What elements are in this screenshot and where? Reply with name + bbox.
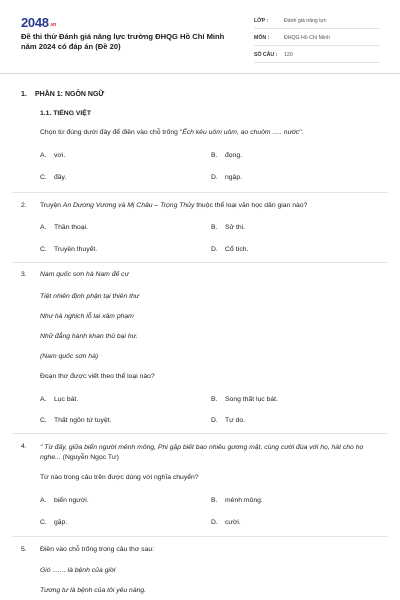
option-text: vơi. bbox=[54, 152, 66, 159]
option-text: gặp. bbox=[54, 519, 68, 526]
document-title: Đề thi thử Đánh giá năng lực trường ĐHQG Hồ Chí Minh năm 2024 có đáp án (Đề 20) bbox=[21, 32, 225, 52]
question-text-part: ". bbox=[299, 129, 304, 136]
section-title: PHẦN 1: NGÔN NGỮ bbox=[35, 91, 105, 98]
section-number: 1. bbox=[21, 91, 27, 98]
option-key: B. bbox=[211, 497, 218, 504]
option-key: C. bbox=[40, 246, 47, 253]
meta-label: LỚP : bbox=[254, 17, 269, 24]
question-text-part: thuộc thể loại văn học dân gian nào? bbox=[194, 202, 308, 209]
option-key: A. bbox=[40, 224, 47, 231]
question-3-option-a[interactable] bbox=[40, 396, 78, 404]
option-key: B. bbox=[211, 152, 218, 159]
question-5-prompt: Điền vào chỗ trống trong câu thơ sau: bbox=[40, 546, 155, 553]
question-text-italic: Ếch kêu uôm uôm, ao chuôm ..... nước bbox=[182, 129, 300, 136]
divider bbox=[12, 433, 388, 434]
option-key: D. bbox=[211, 174, 218, 181]
poem-source: (Nam quốc sơn hà) bbox=[40, 353, 99, 360]
option-key: C. bbox=[40, 417, 47, 424]
option-text: Tự do. bbox=[225, 417, 246, 424]
poem-line: Như hà nghịch lỗ lai xâm phạm bbox=[40, 313, 134, 320]
question-2-number: 2. bbox=[21, 202, 27, 209]
option-text: Cổ tích. bbox=[225, 246, 249, 253]
poem-line: Tiệt nhiên định phận tại thiên thư bbox=[40, 293, 140, 300]
option-key: A. bbox=[40, 396, 47, 403]
question-2-option-a[interactable] bbox=[40, 224, 88, 232]
question-3-option-b[interactable] bbox=[211, 396, 278, 404]
option-text: mênh mông. bbox=[225, 497, 263, 504]
poem-line: Nam quốc sơn hà Nam đế cư bbox=[40, 271, 129, 278]
question-4-option-c[interactable] bbox=[40, 519, 67, 527]
section-heading bbox=[21, 91, 104, 100]
option-text: cười. bbox=[225, 519, 241, 526]
option-key: D. bbox=[211, 246, 218, 253]
meta-value: 120 bbox=[284, 51, 293, 58]
question-4-option-d[interactable] bbox=[211, 519, 241, 527]
question-1-option-c[interactable] bbox=[40, 174, 66, 182]
meta-value: ĐHQG Hồ Chí Minh bbox=[284, 34, 330, 41]
exam-meta bbox=[254, 14, 380, 65]
question-4-option-b[interactable] bbox=[211, 497, 263, 505]
question-2-option-d[interactable] bbox=[211, 246, 248, 254]
option-text: Thất ngôn tứ tuyệt. bbox=[54, 417, 112, 424]
option-text: ngập. bbox=[225, 174, 243, 181]
option-text: đầy. bbox=[54, 174, 67, 181]
meta-row-count bbox=[254, 48, 380, 63]
page-header bbox=[0, 0, 400, 74]
option-text: Sử thi. bbox=[225, 224, 246, 231]
option-text: Thần thoại. bbox=[54, 224, 89, 231]
question-1-option-a[interactable] bbox=[40, 152, 65, 160]
quote-italic: " Từ đấy, giữa biển người mênh mông, Phi gặp biết bao nhiêu gương mặt, cùng cười đùa với họ, hát cho họ nghe... bbox=[40, 444, 364, 461]
option-key: C. bbox=[40, 174, 47, 181]
option-key: D. bbox=[211, 417, 218, 424]
meta-label: MÔN : bbox=[254, 34, 270, 41]
option-key: B. bbox=[211, 224, 218, 231]
question-5-number: 5. bbox=[21, 546, 27, 553]
question-2-option-c[interactable] bbox=[40, 246, 97, 254]
meta-row-subject bbox=[254, 31, 380, 46]
question-3-option-d[interactable] bbox=[211, 417, 245, 425]
logo-suffix: .vn bbox=[49, 22, 57, 28]
meta-value: Đánh giá năng lực bbox=[284, 17, 327, 24]
question-4-option-a[interactable] bbox=[40, 497, 89, 505]
option-text: Song thất lục bát. bbox=[225, 396, 278, 403]
question-text-part: Chọn từ đúng dưới đây để điền vào chỗ trống " bbox=[40, 129, 183, 136]
question-1-option-b[interactable] bbox=[211, 152, 242, 160]
question-1-text bbox=[40, 129, 382, 137]
divider bbox=[12, 536, 388, 537]
option-text: Truyền thuyết. bbox=[54, 246, 98, 253]
question-4-number: 4. bbox=[21, 443, 27, 450]
question-3-prompt: Đoạn thơ được viết theo thể loại nào? bbox=[40, 373, 155, 380]
poem-line: Tương tư là bệnh của tôi yêu nàng. bbox=[40, 587, 147, 594]
poem-line: Gió ....... là bệnh của giời bbox=[40, 567, 116, 574]
poem-line: Nhữ đẳng hành khan thủ bại hư. bbox=[40, 333, 138, 340]
logo-text: 2048 bbox=[21, 15, 49, 30]
question-4-quote bbox=[40, 443, 370, 463]
divider bbox=[12, 262, 388, 263]
option-key: A. bbox=[40, 497, 47, 504]
option-key: A. bbox=[40, 152, 47, 159]
option-key: C. bbox=[40, 519, 47, 526]
option-text: đọng. bbox=[225, 152, 243, 159]
meta-label: SỐ CÂU : bbox=[254, 51, 278, 58]
question-3-option-c[interactable] bbox=[40, 417, 111, 425]
option-text: biển người. bbox=[54, 497, 89, 504]
meta-row-class bbox=[254, 14, 380, 29]
quote-author: (Nguyễn Ngọc Tư) bbox=[60, 453, 119, 461]
question-3-number: 3. bbox=[21, 271, 27, 278]
question-text-italic: An Dương Vương và Mị Châu – Trọng Thủy bbox=[62, 202, 195, 209]
option-text: Lục bát. bbox=[54, 396, 79, 403]
divider bbox=[12, 192, 388, 193]
subsection-heading: 1.1. TIẾNG VIỆT bbox=[40, 110, 91, 117]
option-key: B. bbox=[211, 396, 218, 403]
site-logo[interactable] bbox=[21, 15, 56, 31]
question-1-option-d[interactable] bbox=[211, 174, 242, 182]
option-key: D. bbox=[211, 519, 218, 526]
question-2-option-b[interactable] bbox=[211, 224, 245, 232]
question-2-text bbox=[40, 202, 382, 210]
question-text-part: Truyện bbox=[40, 202, 63, 209]
question-4-prompt: Từ nào trong câu trên được dùng với nghĩa chuyển? bbox=[40, 474, 199, 481]
